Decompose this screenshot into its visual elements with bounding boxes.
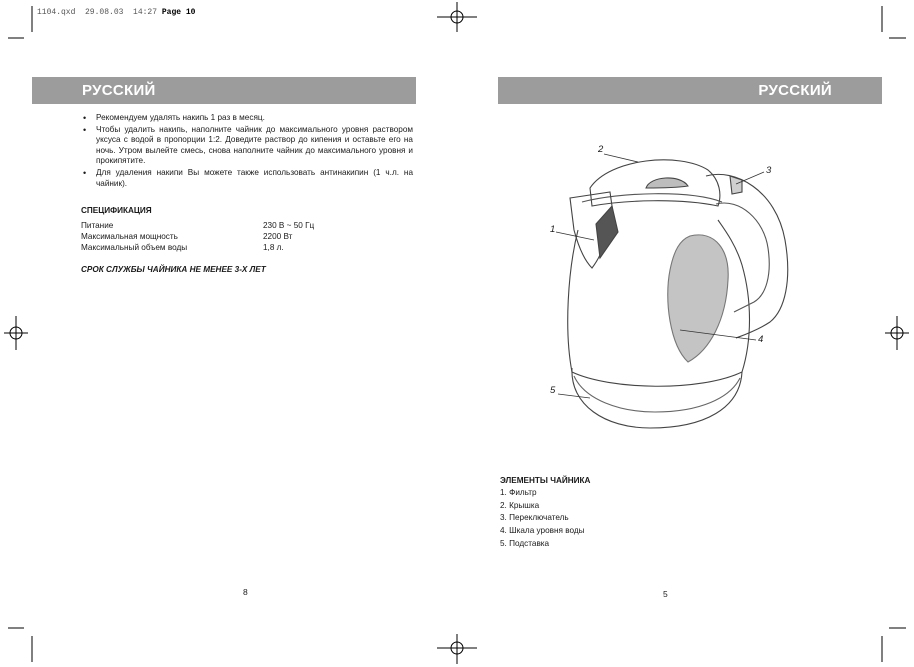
registration-mark-top (437, 2, 477, 32)
left-page-number: 8 (243, 587, 248, 597)
registration-mark-right (885, 316, 909, 350)
spec-value: 230 В ~ 50 Гц (263, 221, 315, 230)
water-window (668, 235, 728, 362)
spec-row (81, 220, 341, 231)
left-header-title: РУССКИЙ (82, 82, 156, 99)
spec-table (81, 220, 341, 253)
right-header-band (498, 77, 882, 104)
left-header-band (32, 77, 416, 104)
registration-mark-left (4, 316, 28, 350)
file-slug (37, 8, 195, 17)
spec-row (81, 231, 341, 242)
kettle-base (572, 368, 742, 428)
callout-2: 2 (598, 144, 604, 155)
spec-label: Максимальный объем воды (81, 243, 188, 252)
service-life-note: СРОК СЛУЖБЫ ЧАЙНИКА НЕ МЕНЕЕ 3-Х ЛЕТ (81, 265, 266, 274)
spec-heading: СПЕЦИФИКАЦИЯ (81, 206, 152, 215)
descaling-instructions (81, 113, 413, 190)
spec-row (81, 242, 341, 253)
right-header-title: РУССКИЙ (758, 82, 832, 99)
right-page-number: 5 (663, 589, 668, 599)
parts-heading: ЭЛЕМЕНТЫ ЧАЙНИКА (500, 476, 591, 485)
lid-button (646, 178, 688, 188)
slug-page: Page 10 (161, 8, 196, 17)
callout-5: 5 (550, 385, 556, 396)
callout-3: 3 (766, 165, 772, 176)
spec-value: 2200 Вт (263, 232, 293, 241)
part-item: 4. Шкала уровня воды (500, 526, 585, 536)
spec-label: Максимальная мощность (81, 232, 178, 241)
part-item: 1. Фильтр (500, 488, 537, 497)
part-item: 2. Крышка (500, 500, 540, 510)
filter (596, 206, 618, 258)
registration-mark-bottom (437, 634, 477, 664)
spec-label: Питание (81, 221, 114, 230)
callout-1: 1 (550, 224, 556, 235)
parts-list (500, 487, 585, 551)
part-item: 3. Переключатель (500, 513, 569, 523)
callout-4: 4 (758, 334, 764, 345)
bullet-item: • Для удаления накипи Вы можете также использовать антинакипин (1 ч.л. на чайник). (81, 168, 413, 189)
kettle-illustration (530, 140, 790, 440)
spec-value: 1,8 л. (263, 243, 284, 252)
bullet-item: • Чтобы удалить накипь, наполните чайник до максимального уровня раствором уксуса с водой в пропорции 1:2. Доведите раствор до кипения и оставьте его на ночь. Утром вылейте смесь, снова наполните чайник до максимального уровня и прокипятите. (81, 125, 413, 167)
part-item: 5. Подставка (500, 538, 550, 548)
slug-text: 1104.qxd 29.08.03 14:27 (37, 8, 158, 17)
bullet-item: • Рекомендуем удалять накипь 1 раз в месяц. (81, 113, 413, 124)
